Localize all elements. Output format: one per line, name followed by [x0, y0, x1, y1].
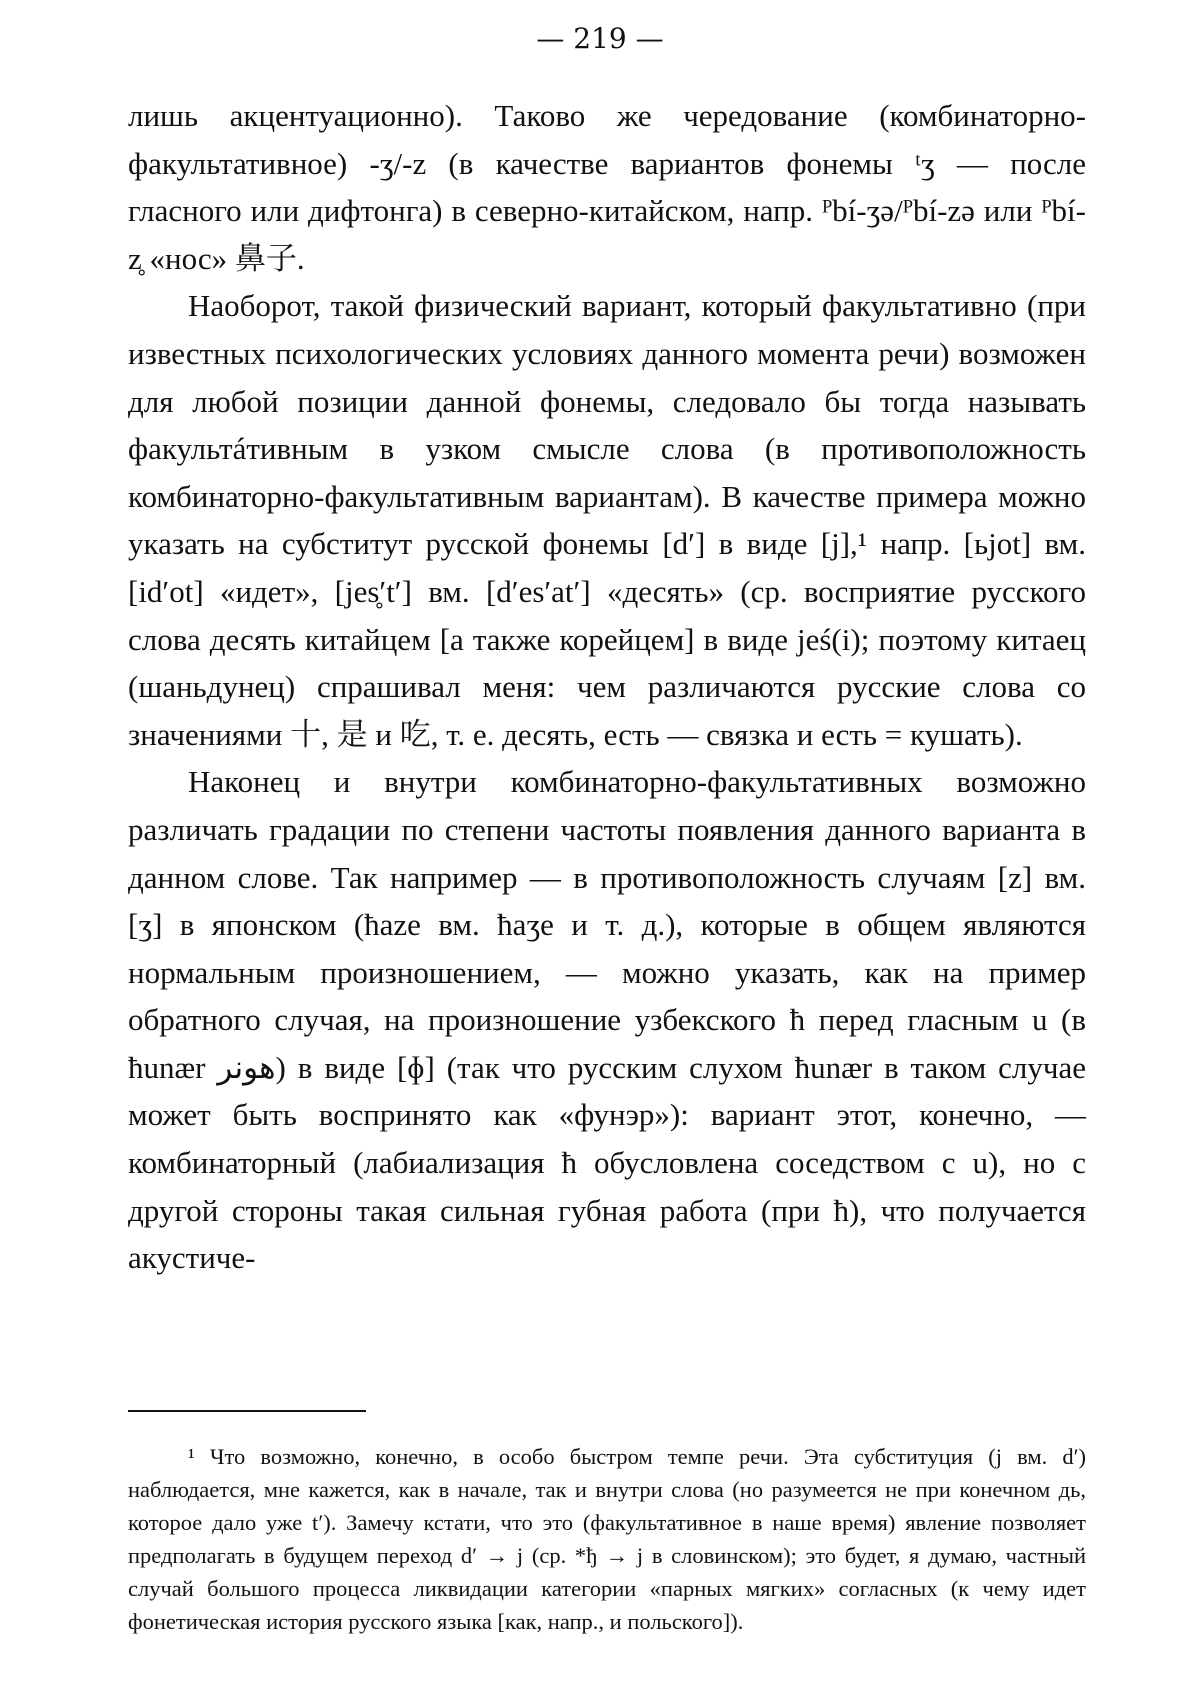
paragraph-3: Наконец и внутри комбинаторно-факультативных возможно различать градации по степени частоты появления данного варианта в данном слове. Так например — в противоположность случаям [z] вм. [ʒ] в японском (ħaze вм. ħaʒe и т. д.), которые в общем являются нормальным произношением, — можно указать, как на пример обратного случая, на произношение узбекского ħ перед гласным u (в ħunær هونر) в виде [ɸ] (так что русским слухом ħunær в таком случае может быть воспринято как «фунэр»): вариант этот, конечно, — комбинаторный (лабиализация ħ обусловлена соседством с u), но с другой стороны такая сильная губная работа (при ħ), что получается акустиче- — [128, 764, 1086, 1276]
main-text — [128, 92, 1086, 1282]
page-number: — 219 — — [536, 22, 664, 55]
paragraph-1: лишь акцентуационно). Таково же чередование (комбинаторно-факультативное) -ʒ/-z (в качестве вариантов фонемы ᵗʒ — после гласного или дифтонга) в северно-китайском, напр. ᴾbí-ʒə/ᴾbí-zə или ᴾbí-z̥ «нос» 鼻子. — [128, 98, 1086, 276]
footnote-divider — [128, 1410, 366, 1412]
footnote: ¹ Что возможно, конечно, в особо быстром темпе речи. Эта субституция (j вм. d′) наблюдается, мне кажется, как в начале, так и внутри слова (но разумеется не при конечном дь, которое дало уже t′). Замечу кстати, что это (факультативное в наше время) явление позволяет предполагать в будущем переход d′ → j (ср. *ђ → j в словинском); это будет, я думаю, частный случай большого процесса ликвидации категории «парных мягких» согласных (к чему идет фонетическая история русского языка [как, напр., и польского]). — [128, 1444, 1086, 1634]
paragraph-2: Наоборот, такой физический вариант, который факультативно (при известных психологических условиях данного момента речи) возможен для любой позиции данной фонемы, следовало бы тогда называть факультáтивным в узком смысле слова (в противоположность комбинаторно-факультативным вариантам). В качестве примера можно указать на субститут русской фонемы [d′] в виде [j],¹ напр. [ьjot] вм. [id′ot] «идет», [jes̥′t′] вм. [d′es′at′] «десять» (ср. восприятие русского слова десять китайцем [а также корейцем] в виде jeś(i); поэтому китаец (шаньдунец) спрашивал меня: чем различаются русские слова со значениями 十, 是 и 吃, т. е. десять, есть — связка и есть = кушать). — [128, 288, 1086, 752]
